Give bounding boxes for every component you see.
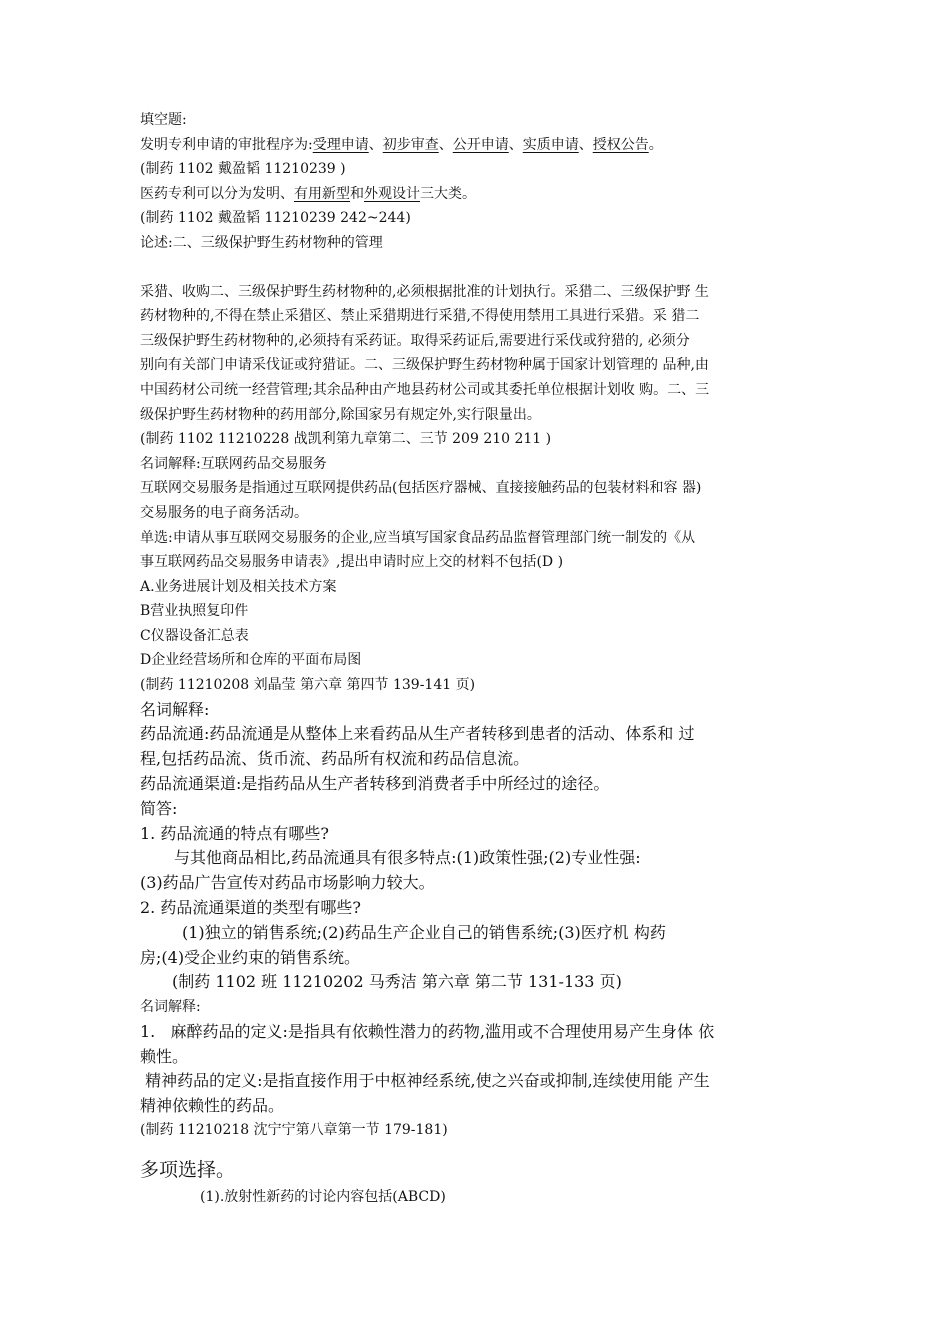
term-heading: 名词解释: (140, 999, 201, 1016)
term-definition-line: 精神药品的定义:是指直接作用于中枢神经系统,使之兴奋或抑制,连续使用能 产生 (140, 1071, 710, 1091)
term-heading: 名词解释:互联网药品交易服务 (140, 455, 327, 472)
choice-option-b: B营业执照复印件 (140, 603, 249, 620)
term-definition-line: 互联网交易服务是指通过互联网提供药品(包括医疗器械、直接接触药品的包装材料和容 器) (140, 480, 702, 497)
term-definition-line: 1. 麻醉药品的定义:是指具有依赖性潜力的药物,滥用或不合理使用易产生身体 依 (140, 1021, 715, 1041)
essay-line: 三级保护野生药材物种的,必须持有采药证。取得采药证后,需要进行采伐或狩猎的, 必须分 (140, 332, 690, 349)
document-page (140, 108, 820, 1209)
term-definition-line: 程,包括药品流、货币流、药品所有权流和药品信息流。 (140, 749, 530, 769)
term-definition-line: 药品流通渠道:是指药品从生产者转移到消费者手中所经过的途径。 (140, 774, 610, 794)
term-definition-line: 赖性。 (140, 1046, 189, 1066)
short-answer-question-1: 1. 药品流通的特点有哪些? (140, 823, 329, 843)
single-choice-question: 事互联网药品交易服务申请表》,提出申请时应上交的材料不包括(D ) (140, 554, 564, 571)
term-definition-line: 药品流通:药品流通是从整体上来看药品从生产者转移到患者的活动、体系和 过 (140, 724, 695, 744)
choice-option-a: A.业务进展计划及相关技术方案 (140, 578, 337, 595)
term-definition-line: 精神依赖性的药品。 (140, 1096, 285, 1116)
term-definition-line: 交易服务的电子商务活动。 (140, 504, 308, 521)
reference-note: (制药 1102 班 11210202 马秀洁 第六章 第二节 131-133 页) (172, 972, 622, 992)
short-answer-text: (1)独立的销售系统;(2)药品生产企业自己的销售系统;(3)医疗机 构药 (182, 922, 666, 942)
reference-note: (制药 11210218 沈宁宁第八章第一节 179-181) (140, 1122, 448, 1138)
reference-note: (制药 1102 11210228 战凯利第九章第二、三节 209 210 211 ) (140, 431, 552, 448)
answer-blank: 外观设计 (364, 185, 420, 202)
fill-blank-question-2: 医药专利可以分为发明、有用新型和外观设计三大类。 (140, 185, 476, 202)
short-answer-heading: 简答: (140, 798, 178, 818)
essay-heading: 论述:二、三级保护野生药材物种的管理 (140, 234, 383, 251)
short-answer-text: (3)药品广告宣传对药品市场影响力较大。 (140, 873, 435, 893)
single-choice-question: 单选:申请从事互联网交易服务的企业,应当填写国家食品药品监督管理部门统一制发的《从 (140, 529, 696, 546)
answer-blank: 公开申请 (452, 136, 509, 153)
answer-blank: 有用新型 (294, 185, 350, 202)
choice-option-c: C仪器设备汇总表 (140, 627, 249, 644)
fill-blank-question-1: 发明专利申请的审批程序为:受理申请、初步审查、公开申请、实质申请、授权公告。 (140, 136, 663, 153)
essay-line: 采猎、收购二、三级保护野生药材物种的,必须根据批准的计划执行。采猎二、三级保护野 生 (140, 283, 709, 300)
term-heading: 名词解释: (140, 699, 210, 719)
answer-blank: 受理申请 (312, 136, 369, 153)
fill-blank-heading: 填空题: (140, 112, 187, 128)
multiple-choice-heading: 多项选择。 (140, 1158, 236, 1181)
short-answer-text: 与其他商品相比,药品流通具有很多特点:(1)政策性强;(2)专业性强: (174, 848, 641, 868)
reference-note: (制药 1102 戴盈韬 11210239 ) (140, 161, 346, 178)
essay-line: 药材物种的,不得在禁止采猎区、禁止采猎期进行采猎,不得使用禁用工具进行采猎。采 猎二 (140, 308, 700, 325)
essay-line: 级保护野生药材物种的药用部分,除国家另有规定外,实行限量出。 (140, 406, 541, 423)
short-answer-question-2: 2. 药品流通渠道的类型有哪些? (140, 898, 361, 918)
answer-blank: 授权公告 (592, 136, 649, 153)
essay-line: 中国药材公司统一经营管理;其余品种由产地县药材公司或其委托单位根据计划收 购。二、三 (140, 381, 710, 398)
reference-note: (制药 1102 戴盈韬 11210239 242~244) (140, 210, 411, 227)
essay-body (140, 280, 820, 428)
answer-blank: 实质申请 (522, 136, 579, 153)
multiple-choice-question-1: (1).放射性新药的讨论内容包括(ABCD) (200, 1188, 446, 1205)
choice-option-d: D企业经营场所和仓库的平面布局图 (140, 652, 362, 669)
reference-note: (制药 11210208 刘晶莹 第六章 第四节 139-141 页) (140, 677, 476, 694)
answer-blank: 初步审查 (382, 136, 439, 153)
short-answer-text: 房;(4)受企业约束的销售系统。 (140, 947, 361, 967)
blank-line (140, 256, 820, 280)
essay-line: 别向有关部门申请采伐证或狩猎证。二、三级保护野生药材物种属于国家计划管理的 品种,由 (140, 357, 709, 374)
